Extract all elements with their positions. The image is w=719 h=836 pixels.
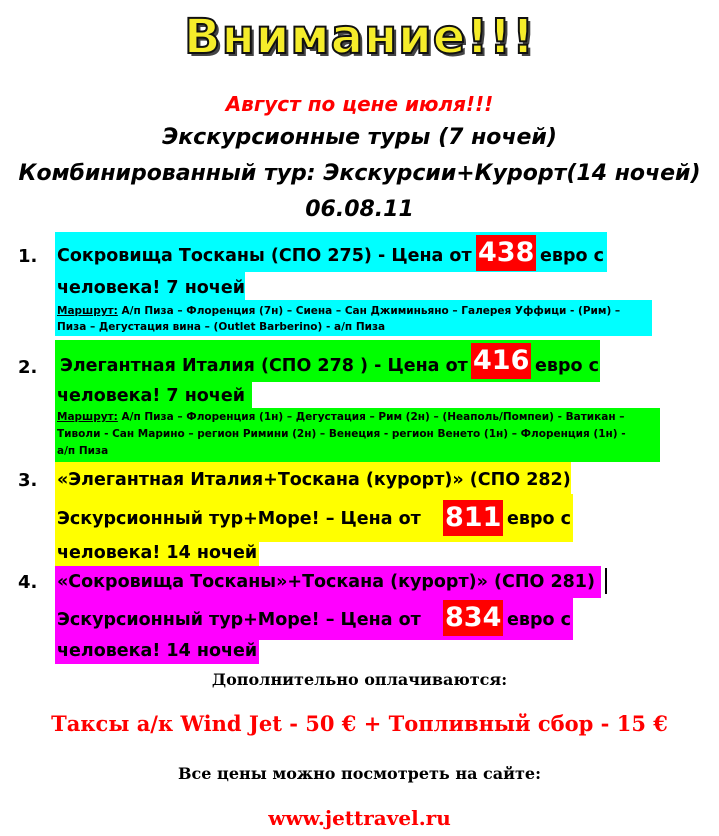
date: 06.08.11 [305,197,414,222]
text-cursor [605,568,607,594]
tour-2-name: Элегантная Италия (СПО 278 ) - Цена от [60,356,468,376]
tour-4-price-suffix: евро с [507,610,571,630]
page-title: Внимание!!! [183,9,536,65]
promo-text: Август по цене июля!!! [225,92,494,116]
tour-3-duration: человека! 14 ночей [57,543,258,563]
tour-4-name: «Сокровища Тосканы»+Тоскана (курорт)» (СПО 281) [57,572,595,592]
tour-2-price: 416 [471,343,531,379]
tour-1-route-line1: Маршрут: А/п Пиза – Флоренция (7н) – Сиена – Сан Джиминьяно – Галерея Уффици - (Рим) – [57,305,621,317]
tour-4-offer: Эскурсионный тур+Море! – Цена от [57,610,421,630]
tour-2-number: 2. [18,357,38,378]
tour-1-duration: человека! 7 ночей [57,278,245,298]
fees-text: Таксы а/к Wind Jet - 50 € + Топливный сбор - 15 € [51,711,668,736]
tour-3-price-suffix: евро с [507,509,571,529]
see-prices-text: Все цены можно посмотреть на сайте: [178,764,541,783]
subtitle-excursions: Экскурсионные туры (7 ночей) [162,125,557,150]
tour-3-number: 3. [18,470,38,491]
tour-2-route-line1: Маршрут: А/п Пиза – Флоренция (1н) – Дегустация – Рим (2н) – (Неаполь/Помпеи) - Ватикан – [57,411,625,423]
tour-2-duration: человека! 7 ночей [57,386,245,406]
tour-2-route-line3: а/п Пиза [57,445,109,457]
tour-3-name: «Элегантная Италия+Тоскана (курорт)» (СПО 282) [57,470,571,490]
website-link[interactable]: www.jettravel.ru [268,806,451,830]
tour-3-offer: Эскурсионный тур+Море! – Цена от [57,509,421,529]
tour-1-price-suffix: евро с [540,246,604,266]
tour-4-price: 834 [443,600,503,636]
tour-1-route-line2: Пиза – Дегустация вина – (Outlet Barberino) - а/п Пиза [57,321,386,333]
tour-4-number: 4. [18,572,38,593]
tour-1-name: Сокровища Тосканы (СПО 275) - Цена от [57,246,472,266]
extra-fees-heading: Дополнительно оплачиваются: [211,670,508,689]
tour-2-price-suffix: евро с [535,356,599,376]
tour-1-price: 438 [476,235,536,271]
tour-1-number: 1. [18,246,38,267]
tour-3-price: 811 [443,500,503,536]
tour-2-route-line2: Тиволи - Сан Марино – регион Римини (2н) – Венеция - регион Венето (1н) – Флоренция (1н) - [57,428,626,440]
tour-4-duration: человека! 14 ночей [57,641,258,661]
subtitle-combined: Комбинированный тур: Экскурсии+Курорт(14 ночей) [18,161,701,186]
